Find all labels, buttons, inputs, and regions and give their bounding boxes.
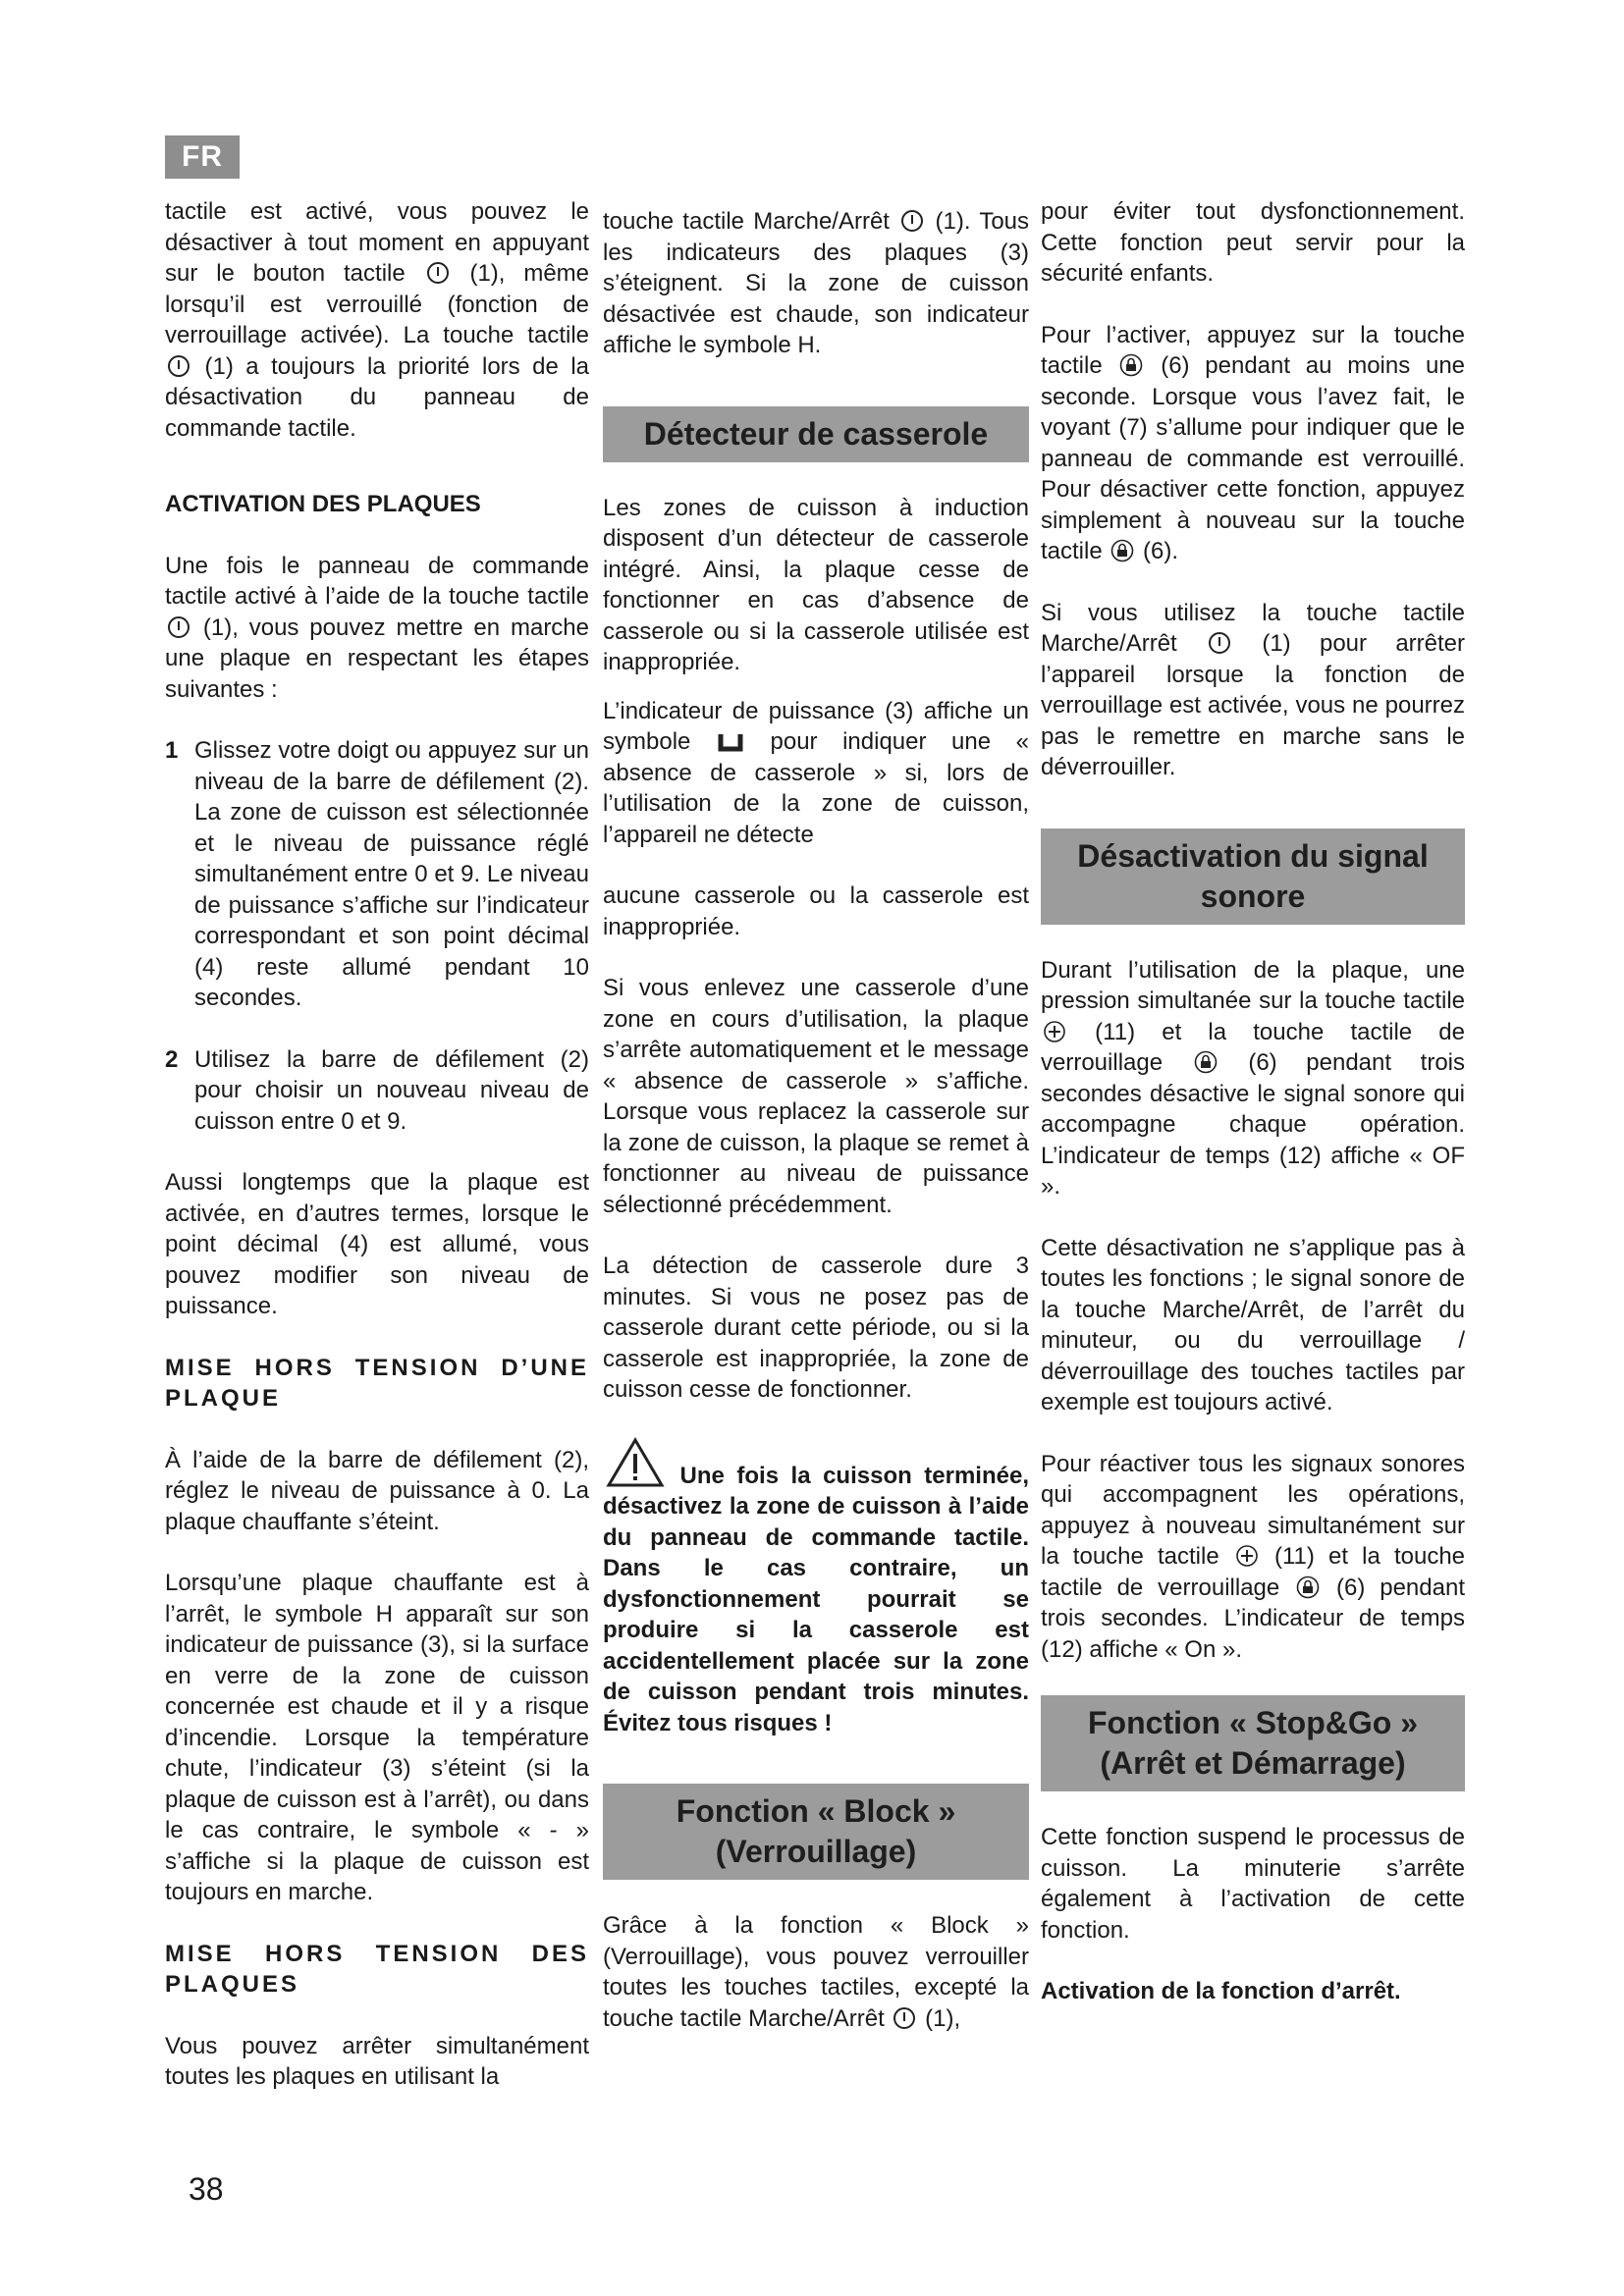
paragraph: Cette fonction suspend le processus de cuisson. La minuterie s’arrête également à l’activation de cette fonction. — [1041, 1824, 1465, 1944]
step-number: 1 — [165, 737, 179, 764]
paragraph: Pour réactiver tous les signaux sonores qui accompagnent les opérations, appuyez à nouveau simultanément sur la touche tactile (11) et la touche tactile de verrouillage (6) pendant trois secondes. L’indicateur de temps (12) affiche « On ». — [1041, 1450, 1466, 1663]
lock-icon — [1194, 1050, 1218, 1074]
lock-icon — [1296, 1575, 1320, 1599]
paragraph: Durant l’utilisation de la plaque, une pression simultanée sur la touche tactile (11) et la touche tactile de verrouillage (6) pendant trois secondes désactive le signal sonore qui accompagne chaque opération. L’indicateur de temps (12) affiche « OF ». — [1041, 956, 1466, 1200]
paragraph: Vous pouvez arrêter simultanément toutes les plaques en utilisant la — [165, 2032, 589, 2090]
paragraph: touche tactile Marche/Arrêt (1). Tous les indicateurs des plaques (3) s’éteignent. Si la zone de cuisson désactivée est chaude, son indicateur affiche le symbole H. — [603, 208, 1030, 358]
plus-icon — [1235, 1544, 1259, 1568]
column-2 — [603, 206, 1029, 2034]
power-icon — [1208, 631, 1231, 655]
lock-icon — [1119, 353, 1143, 377]
section-heading-pan-detector: Détecteur de casserole — [603, 406, 1029, 462]
plus-icon — [1043, 1020, 1066, 1043]
paragraph: L’indicateur de puissance (3) affiche un symbole pour indiquer une « absence de casserole » si, lors de l’utilisation de la zone de cuisson, l’appareil ne détecte — [603, 697, 1029, 848]
step-text: Utilisez la barre de défilement (2) pour choisir un nouveau niveau de cuisson entre 0 et 9. — [194, 1045, 589, 1135]
section-heading-stop-go: Fonction « Stop&Go » (Arrêt et Démarrage) — [1041, 1695, 1465, 1791]
step-1 — [165, 735, 589, 1014]
step-text: Glissez votre doigt ou appuyez sur un niveau de la barre de défilement (2). La zone de cuisson est sélectionnée et le niveau de puissance réglé simultanément entre 0 et 9. Le niveau de puissance s’affiche sur l’indicateur correspondant et son point décimal (4) reste allumé pendant 10 secondes. — [194, 737, 589, 1011]
paragraph: À l’aide de la barre de défilement (2), réglez le niveau de puissance à 0. La plaque chauffante s’éteint. — [165, 1446, 589, 1535]
paragraph: Aussi longtemps que la plaque est activée, en d’autres termes, lorsque le point décimal (4) est allumé, vous pouvez modifier son niveau de puissance. — [165, 1169, 589, 1319]
warning-note: Une fois la cuisson terminée, désactivez la zone de cuisson à l’aide du panneau de commande tactile. Dans le cas contraire, un dysfonctionnement pourrait se produire si la casserole est accidentellement placée sur la zone de cuisson pendant trois minutes. Évitez tous risques ! — [603, 1436, 1029, 1739]
language-badge: FR — [165, 135, 240, 179]
paragraph: Les zones de cuisson à induction disposent d’un détecteur de casserole intégré. Ainsi, la plaque cesse de fonctionner en cas d’absence de casserole ou si la casserole utilisée est inappropriée. — [603, 494, 1029, 675]
power-icon — [426, 261, 450, 285]
subheading: MISE HORS TENSION D’UNE PLAQUE — [165, 1354, 589, 1412]
column-3 — [1041, 196, 1465, 2007]
paragraph: Pour l’activer, appuyez sur la touche tactile (6) pendant au moins une seconde. Lorsque vous l’avez fait, le voyant (7) s’allume pour indiquer que le panneau de commande est verrouillé. Pour désactiver cette fonction, appuyez simplement à nouveau sur la touche tactile (6). — [1041, 321, 1466, 564]
no-pan-symbol-icon — [718, 731, 743, 753]
lock-icon — [1110, 539, 1134, 562]
step-number: 2 — [165, 1045, 179, 1073]
paragraph: aucune casserole ou la casserole est inappropriée. — [603, 882, 1029, 940]
paragraph: tactile est activé, vous pouvez le désactiver à tout moment en appuyant sur le bouton tactile (1), même lorsqu’il est verrouillé (fonction de verrouillage activée). La touche tactile (1) a toujours la priorité lors de la désactivation du panneau de commande tactile. — [165, 198, 590, 442]
section-heading-sound-signal: Désactivation du signal sonore — [1041, 828, 1465, 925]
paragraph: Cette désactivation ne s’applique pas à toutes les fonctions ; le signal sonore de la touche Marche/Arrêt, de l’arrêt du minuteur, ou du verrouillage / déverrouillage des touches tactiles par exemple est toujours activé. — [1041, 1234, 1465, 1415]
subheading: Activation de la fonction d’arrêt. — [1041, 1978, 1401, 2004]
column-1 — [165, 196, 589, 2093]
paragraph: Si vous enlevez une casserole d’une zone en cours d’utilisation, la plaque s’arrête automatiquement et le message « absence de casserole » s’affiche. Lorsque vous replacez la casserole sur la zone de cuisson, la plaque se remet à fonctionner au niveau de puissance sélectionné précédemment. — [603, 975, 1029, 1218]
power-icon — [167, 354, 190, 378]
section-heading-block-function: Fonction « Block » (Verrouillage) — [603, 1784, 1029, 1880]
subheading: ACTIVATION DES PLAQUES — [165, 491, 481, 517]
paragraph: Si vous utilisez la touche tactile Marche/Arrêt (1) pour arrêter l’appareil lorsque la fonction de verrouillage est activée, vous ne pourrez pas le remettre en marche sans le déverrouiller. — [1041, 599, 1465, 780]
paragraph: Une fois le panneau de commande tactile activé à l’aide de la touche tactile (1), vous pouvez mettre en marche une plaque en respectant les étapes suivantes : — [165, 552, 590, 703]
power-icon — [900, 209, 924, 233]
subheading: MISE HORS TENSION DES PLAQUES — [165, 1940, 589, 1998]
step-2 — [165, 1044, 589, 1138]
paragraph: La détection de casserole dure 3 minutes. Si vous ne posez pas de casserole durant cette période, ou si la casserole est inappropriée, la zone de cuisson cesse de fonctionner. — [603, 1253, 1029, 1403]
paragraph: pour éviter tout dysfonctionnement. Cette fonction peut servir pour la sécurité enfants. — [1041, 198, 1465, 287]
paragraph: Lorsqu’une plaque chauffante est à l’arrêt, le symbole H apparaît sur son indicateur de puissance (3), si la surface en verre de la zone de cuisson concernée est chaude et il y a risque d’incendie. Lorsque la température chute, l’indicateur (3) s’éteint (si la plaque de cuisson est à l’arrêt), ou dans le cas contraire, le symbole « - » s’affiche si la plaque de cuisson est toujours en marche. — [165, 1570, 589, 1905]
page-number: 38 — [189, 2171, 224, 2207]
paragraph: Grâce à la fonction « Block » (Verrouillage), vous pouvez verrouiller toutes les touches tactiles, excepté la touche tactile Marche/Arrêt (1), — [603, 1912, 1029, 2032]
warning-triangle-icon — [605, 1436, 666, 1489]
power-icon — [893, 2006, 916, 2030]
power-icon — [167, 615, 190, 639]
